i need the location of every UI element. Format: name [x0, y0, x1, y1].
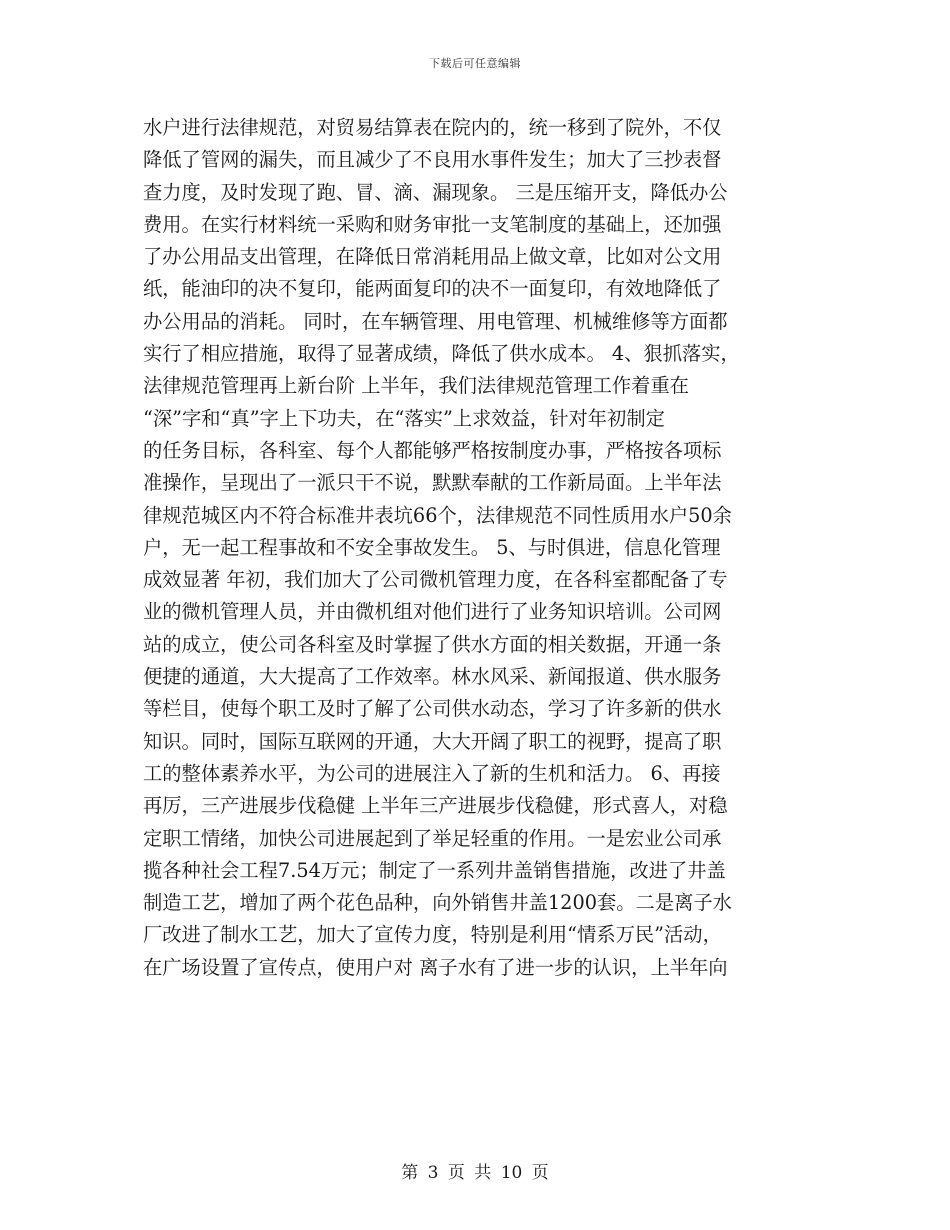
text-line: 制造工艺，增加了两个花色品种，向外销售井盖1200套。二是离子水 — [143, 891, 732, 915]
text-line: 工的整体素养水平，为公司的进展注入了新的生机和活力。 6、再接 — [143, 761, 721, 785]
text-line: 了办公用品支出管理，在降低日常消耗用品上做文章，比如对公文用 — [143, 245, 722, 269]
text-line: 业的微机管理人员，并由微机组对他们进行了业务知识培训。公司网 — [143, 600, 722, 624]
text-line: 的任务目标，各科室、每个人都能够严格按制度办事，严格按各项标 — [143, 438, 722, 462]
text-line: 实行了相应措施，取得了显著成绩，降低了供水成本。 4、狠抓落实， — [143, 342, 740, 366]
document-body — [143, 112, 807, 984]
text-line: 知识。同时，国际互联网的开通，大大开阔了职工的视野，提高了职 — [143, 729, 722, 753]
text-line: 揽各种社会工程7.54万元；制定了一系列井盖销售措施，改进了井盖 — [143, 858, 726, 882]
text-line: “深”字和“真”字上下功夫，在“落实”上求效益，针对年初制定 — [143, 406, 665, 430]
text-line: 定职工情绪，加快公司进展起到了举足轻重的作用。一是宏业公司承 — [143, 826, 722, 850]
text-line: 法律规范管理再上新台阶 上半年，我们法律规范管理工作着重在 — [143, 374, 690, 398]
page-footer: 第 3 页 共 10 页 — [401, 1163, 549, 1183]
text-line: 办公用品的消耗。 同时，在车辆管理、用电管理、机械维修等方面都 — [143, 309, 728, 333]
text-line: 查力度，及时发现了跑、冒、滴、漏现象。 三是压缩开支，降低办公 — [143, 180, 728, 204]
text-line: 站的成立，使公司各科室及时掌握了供水方面的相关数据，开通一条 — [143, 632, 722, 656]
text-line: 厂改进了制水工艺，加大了宣传力度，特别是利用“情系万民”活动， — [143, 923, 722, 947]
text-line: 户，无一起工程事故和不安全事故发生。 5、与时俱进，信息化管理 — [143, 535, 721, 559]
text-line: 费用。在实行材料统一采购和财务审批一支笔制度的基础上，还加强 — [143, 212, 722, 236]
text-line: 在广场设置了宣传点，使用户对 离子水有了进一步的认识，上半年向 — [143, 955, 728, 979]
text-line: 律规范城区内不符合标准井表坑66个，法律规范不同性质用水户50余 — [143, 503, 732, 527]
text-line: 再厉，三产进展步伐稳健 上半年三产进展步伐稳健，形式喜人，对稳 — [143, 794, 728, 818]
text-line: 水户进行法律规范，对贸易结算表在院内的，统一移到了院外，不仅 — [143, 116, 722, 139]
text-line: 准操作，呈现出了一派只干不说，默默奉献的工作新局面。上半年法 — [143, 471, 722, 495]
text-line: 降低了管网的漏失，而且减少了不良用水事件发生；加大了三抄表督 — [143, 148, 722, 172]
text-line: 成效显著 年初，我们加大了公司微机管理力度，在各科室都配备了专 — [143, 568, 728, 592]
page-header: 下载后可任意编辑 — [429, 57, 521, 70]
text-line: 纸，能油印的决不复印，能两面复印的决不一面复印，有效地降低了 — [143, 277, 722, 301]
text-line: 等栏目，使每个职工及时了解了公司供水动态，学习了许多新的供水 — [143, 697, 722, 721]
text-line: 便捷的通道，大大提高了工作效率。林水风采、新闻报道、供水服务 — [143, 665, 722, 689]
